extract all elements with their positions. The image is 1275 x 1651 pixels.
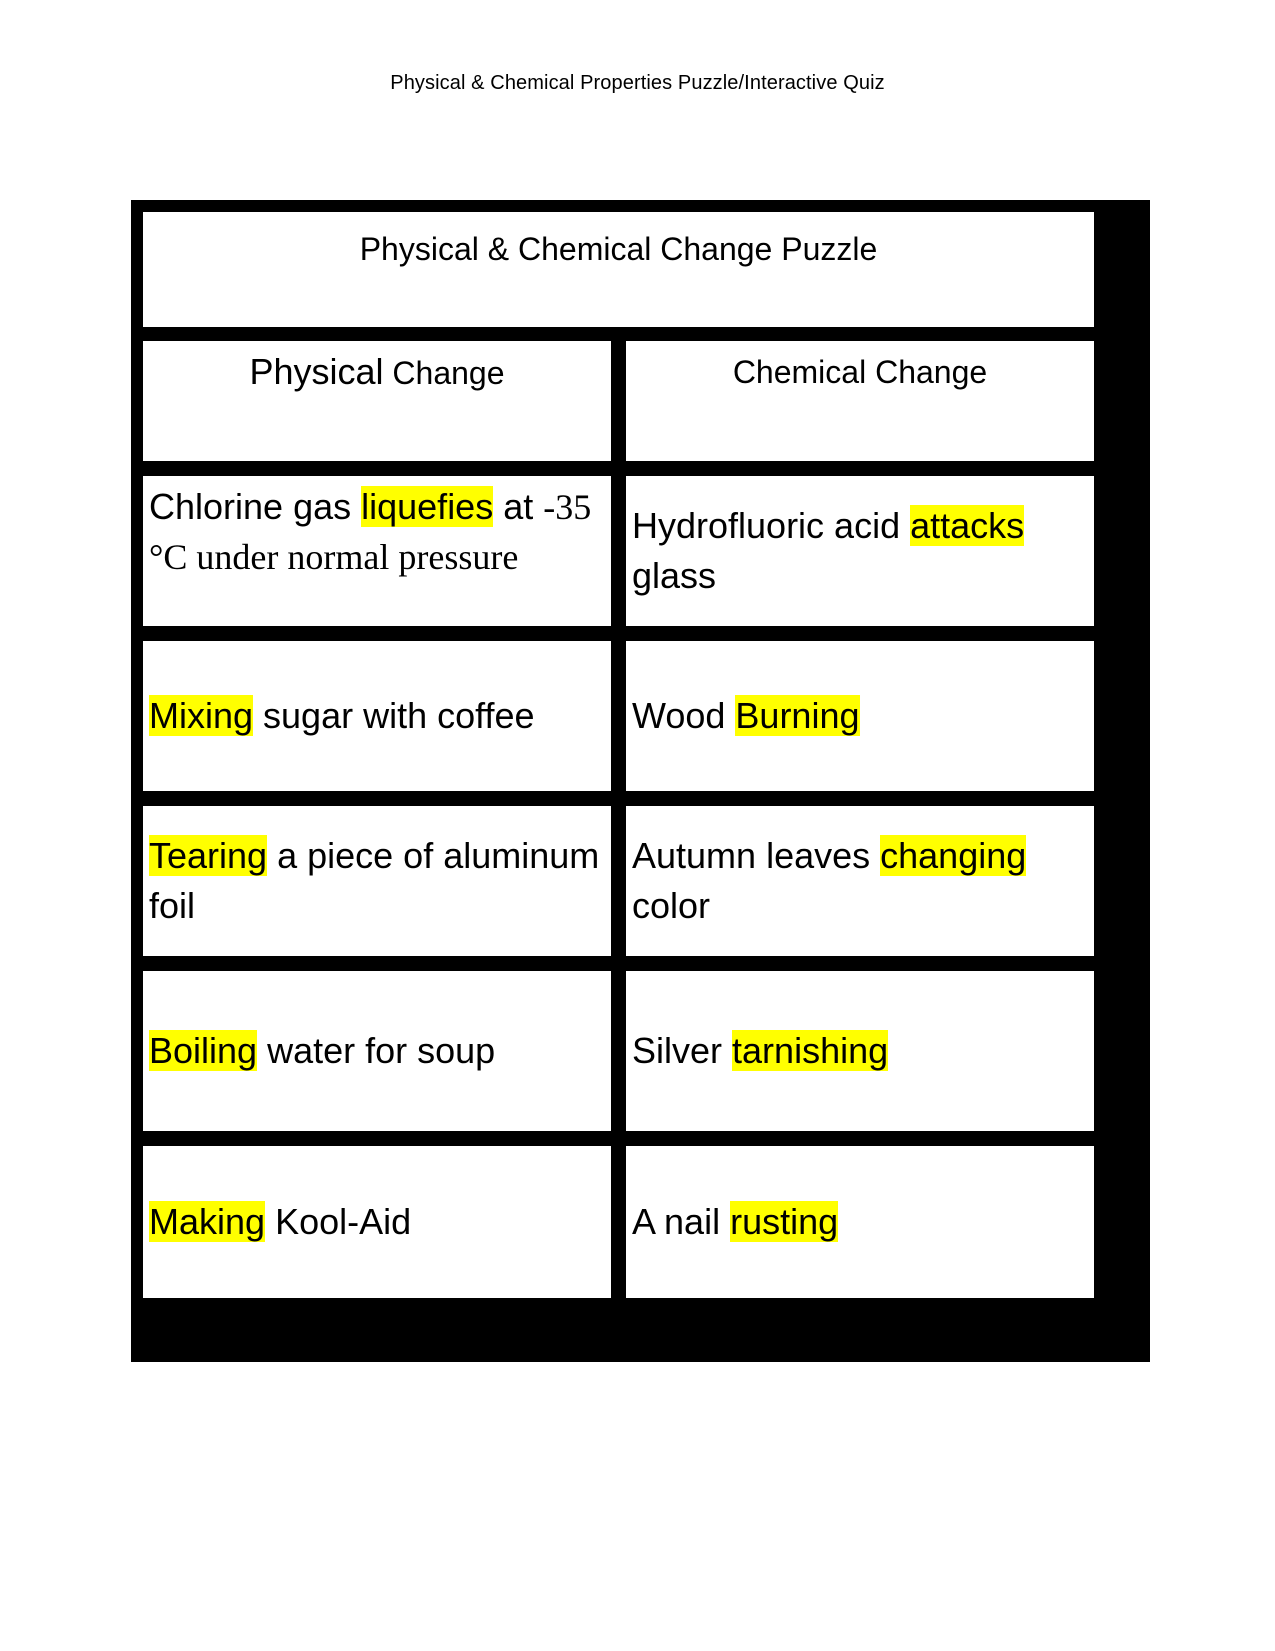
card-text [632, 1197, 838, 1247]
card-text-pre: Silver [632, 1030, 733, 1071]
highlighted-keyword: Tearing [149, 835, 268, 876]
highlighted-keyword: attacks [910, 505, 1025, 546]
card-text [632, 501, 1090, 601]
column-header-physical-word: Physical [249, 351, 384, 392]
card-text [149, 691, 535, 741]
column-header-chemical [626, 341, 1094, 461]
highlighted-keyword: changing [880, 835, 1027, 876]
physical-change-card[interactable] [143, 476, 611, 626]
physical-change-card[interactable] [143, 806, 611, 956]
chemical-change-card[interactable] [626, 1146, 1094, 1298]
highlighted-keyword: tarnishing [732, 1030, 889, 1071]
card-text-pre: A nail [632, 1201, 731, 1242]
card-text-post: sugar with coffee [253, 695, 535, 736]
card-text-serif: -35 °C under normal pressure [149, 487, 592, 577]
highlighted-keyword: Making [149, 1201, 266, 1242]
card-text-post: glass [632, 555, 717, 596]
card-text-post: color [632, 885, 711, 926]
card-text [149, 831, 607, 931]
card-text-pre: Autumn leaves [632, 835, 881, 876]
physical-change-card[interactable] [143, 641, 611, 791]
card-text [149, 482, 607, 582]
card-text [632, 1026, 888, 1076]
card-text-pre: Hydrofluoric acid [632, 505, 911, 546]
highlighted-keyword: Boiling [149, 1030, 258, 1071]
highlighted-keyword: liquefies [361, 486, 494, 527]
highlighted-keyword: Mixing [149, 695, 254, 736]
column-header-physical [143, 341, 611, 461]
highlighted-keyword: rusting [730, 1201, 839, 1242]
card-text-post: water for soup [257, 1030, 496, 1071]
card-text [149, 1197, 411, 1247]
puzzle-title: Physical & Chemical Change Puzzle [359, 231, 878, 267]
card-text-post: a piece of aluminum foil [149, 835, 600, 926]
chemical-change-card[interactable] [626, 971, 1094, 1131]
puzzle-table [131, 200, 1150, 1362]
chemical-change-card[interactable] [626, 806, 1094, 956]
page-header: Physical & Chemical Properties Puzzle/Interactive Quiz [390, 72, 885, 94]
highlighted-keyword: Burning [735, 695, 860, 736]
physical-change-card[interactable] [143, 971, 611, 1131]
physical-change-card[interactable] [143, 1146, 611, 1298]
puzzle-title-cell [143, 212, 1094, 327]
column-header-physical-rest: Change [383, 355, 505, 391]
column-header-chemical-label: Chemical Change [732, 354, 988, 390]
card-text-pre: Chlorine gas [149, 486, 362, 527]
card-text-post: Kool-Aid [265, 1201, 412, 1242]
card-text [632, 691, 860, 741]
chemical-change-card[interactable] [626, 476, 1094, 626]
card-text [632, 831, 1090, 931]
card-text-post: at [493, 486, 544, 527]
chemical-change-card[interactable] [626, 641, 1094, 791]
card-text-pre: Wood [632, 695, 736, 736]
card-text [149, 1026, 495, 1076]
